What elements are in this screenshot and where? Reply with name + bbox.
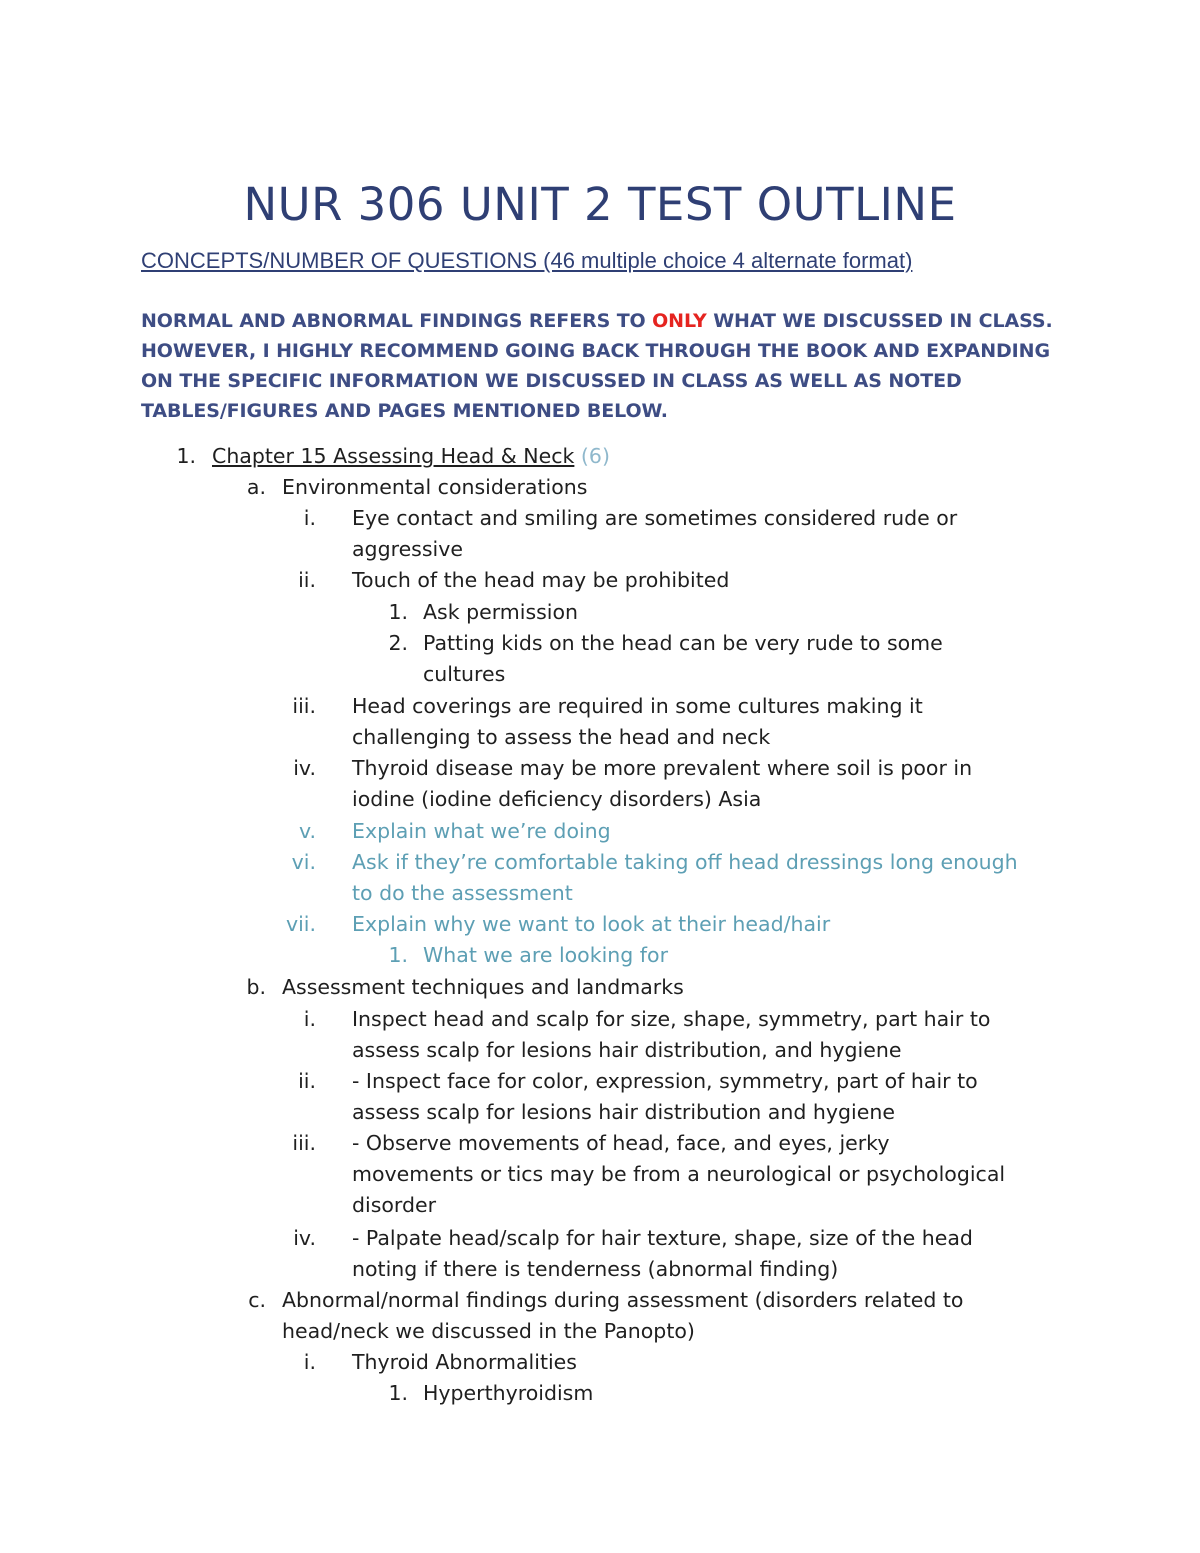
list-item: Ask if they’re comfortable taking off head dressings long enough — [352, 850, 1018, 874]
list-item-continued: head/neck we discussed in the Panopto) — [282, 1319, 695, 1343]
notice-part2: WHAT WE DISCUSSED IN CLASS. HOWEVER, I HIGHLY RECOMMEND GOING BACK THROUGH THE BOOK AND EXPANDING ON THE SPECIFIC INFORMATION WE DISCUSSED IN CLASS AS WELL AS NOTED TABLES/FIGURES AND PAGES MENTIONED BELOW. — [141, 310, 1053, 422]
list-item: Thyroid Abnormalities — [352, 1350, 577, 1374]
list-marker: i. — [303, 506, 316, 530]
chapter-title: Chapter 15 Assessing Head & Neck — [212, 444, 575, 468]
list-marker: iii. — [292, 694, 316, 718]
list-item: Eye contact and smiling are sometimes considered rude or — [352, 506, 958, 530]
list-marker: 1. — [388, 1381, 408, 1405]
list-item-continued: aggressive — [352, 537, 463, 561]
list-marker: v. — [298, 819, 316, 843]
list-item: - Inspect face for color, expression, symmetry, part of hair to — [352, 1069, 978, 1093]
list-item-continued: to do the assessment — [352, 881, 573, 905]
list-item: Hyperthyroidism — [423, 1381, 594, 1405]
list-marker: iii. — [292, 1131, 316, 1155]
list-marker: i. — [303, 1350, 316, 1374]
list-item: Ask permission — [423, 600, 579, 624]
notice-paragraph — [141, 306, 1071, 426]
list-item: Explain why we want to look at their head/hair — [352, 912, 831, 936]
list-marker: iv. — [293, 756, 316, 780]
list-item-continued: cultures — [423, 662, 506, 686]
list-marker: i. — [303, 1007, 316, 1031]
list-marker: 1. — [176, 444, 196, 468]
list-item-continued: disorder — [352, 1193, 437, 1217]
page-title: NUR 306 UNIT 2 TEST OUTLINE — [243, 178, 957, 231]
list-item-continued: noting if there is tenderness (abnormal finding) — [352, 1257, 839, 1281]
list-item-continued: iodine (iodine deficiency disorders) Asia — [352, 787, 762, 811]
list-marker: c. — [248, 1288, 266, 1312]
notice-highlight: ONLY — [652, 310, 707, 332]
chapter-question-count: (6) — [580, 444, 610, 468]
list-item-continued: movements or tics may be from a neurological or psychological — [352, 1162, 1006, 1186]
list-item: Environmental considerations — [282, 475, 588, 499]
chapter-heading — [212, 441, 610, 472]
list-item-continued: assess scalp for lesions hair distribution and hygiene — [352, 1100, 895, 1124]
list-item: - Observe movements of head, face, and eyes, jerky — [352, 1131, 890, 1155]
list-marker: ii. — [298, 1069, 316, 1093]
list-item: Assessment techniques and landmarks — [282, 975, 684, 999]
list-item: What we are looking for — [423, 943, 668, 967]
list-item: Head coverings are required in some cultures making it — [352, 694, 923, 718]
list-item: Explain what we’re doing — [352, 819, 611, 843]
list-marker: vii. — [285, 912, 316, 936]
list-marker: ii. — [298, 568, 316, 592]
list-marker: iv. — [293, 1226, 316, 1250]
list-item: Patting kids on the head can be very rude to some — [423, 631, 943, 655]
list-marker: vi. — [291, 850, 316, 874]
list-item: - Palpate head/scalp for hair texture, shape, size of the head — [352, 1226, 973, 1250]
list-item-continued: assess scalp for lesions hair distribution, and hygiene — [352, 1038, 902, 1062]
list-marker: b. — [246, 975, 266, 999]
list-item-continued: challenging to assess the head and neck — [352, 725, 771, 749]
subtitle: CONCEPTS/NUMBER OF QUESTIONS (46 multiple choice 4 alternate format) — [141, 248, 913, 273]
list-marker: a. — [246, 475, 266, 499]
list-item: Inspect head and scalp for size, shape, symmetry, part hair to — [352, 1007, 991, 1031]
list-item: Abnormal/normal findings during assessment (disorders related to — [282, 1288, 964, 1312]
list-marker: 1. — [388, 600, 408, 624]
list-item: Thyroid disease may be more prevalent where soil is poor in — [352, 756, 973, 780]
list-marker: 1. — [388, 943, 408, 967]
list-marker: 2. — [388, 631, 408, 655]
notice-part1: NORMAL AND ABNORMAL FINDINGS REFERS TO — [141, 310, 653, 332]
list-item: Touch of the head may be prohibited — [352, 568, 730, 592]
